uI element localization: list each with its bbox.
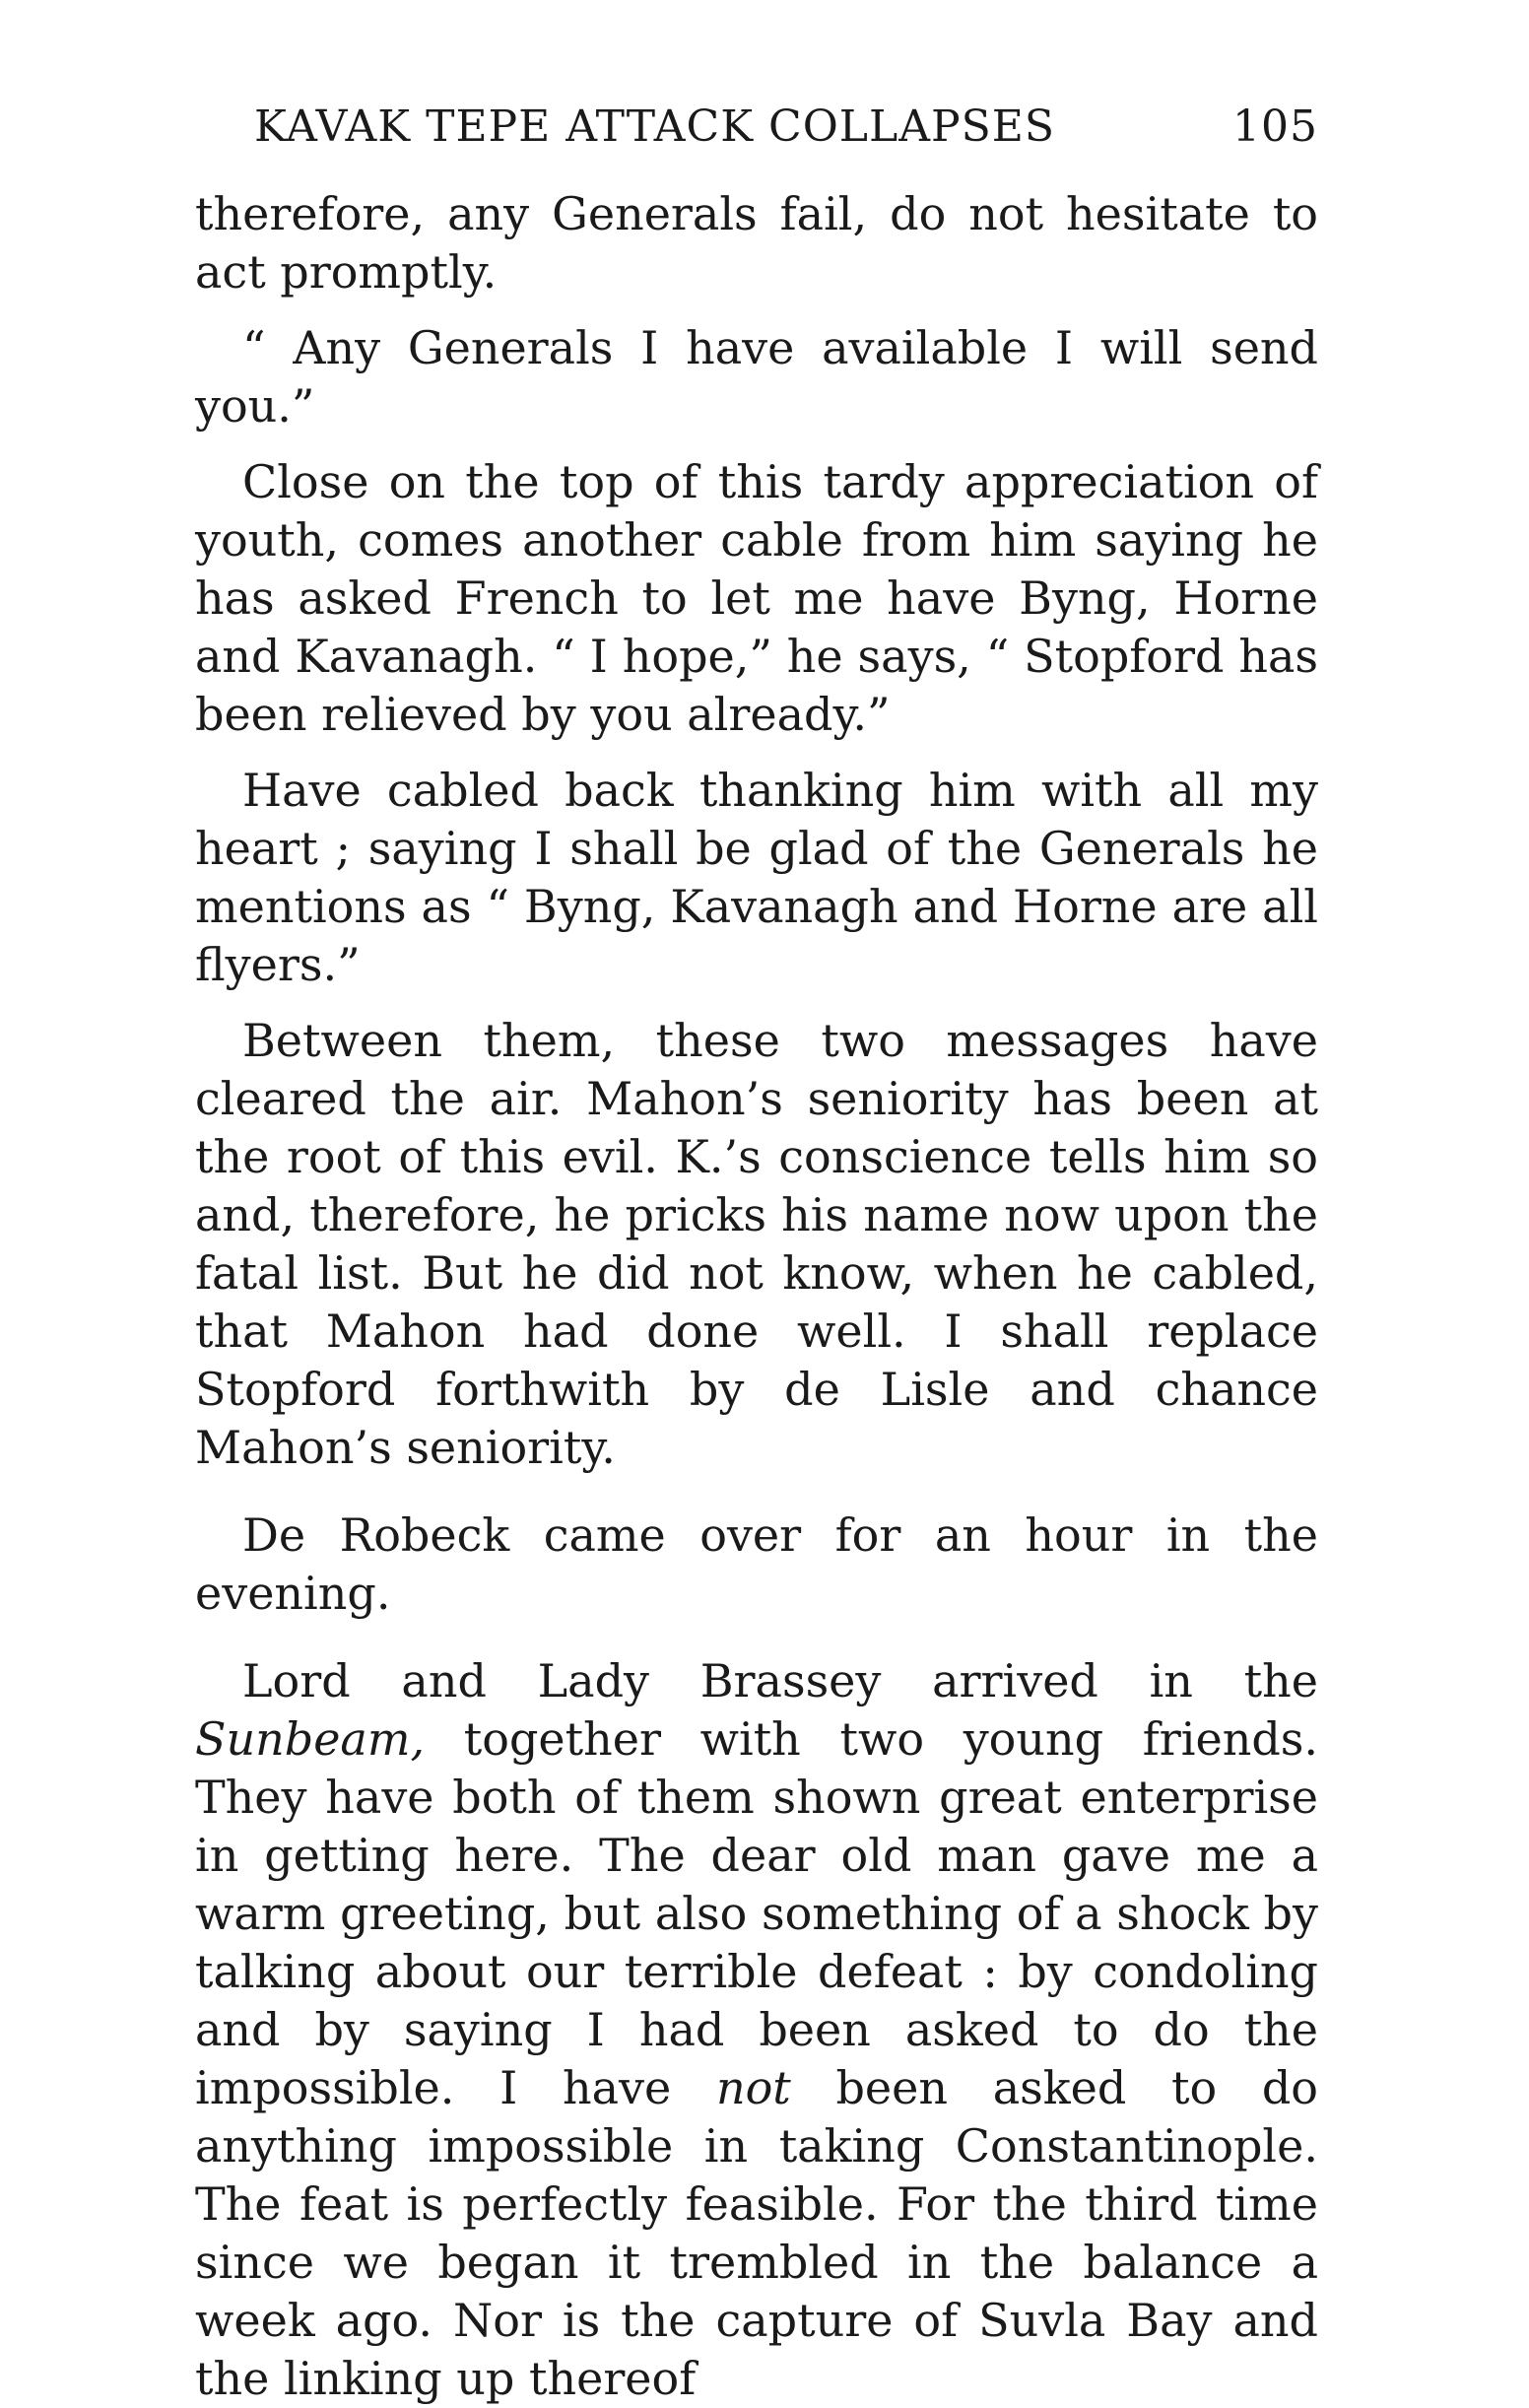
paragraph-quote: “ Any Generals I have available I will send you.” [195, 321, 1318, 433]
body-text [195, 185, 1318, 2408]
paragraph-seniority: Between them, these two messages have cleared the air. Mahon’s seniority has been at the root of this evil. K.’s conscience tells him so and, therefore, he pricks his name now upon the fatal list. But he did not know, when he cabled, that Mahon had done well. I shall replace Stopford forthwith by de Lisle and chance Mahon’s seniority. [195, 1014, 1318, 1474]
paragraph-brassey [195, 1652, 1318, 2408]
emphasis-not: not [715, 2061, 791, 2114]
paragraph-brassey-part1: Lord and Lady Brassey arrived in the [242, 1654, 1318, 1707]
paragraph-reply: Have cabled back thanking him with all my heart ; saying I shall be glad of the Generals he mentions as “ Byng, Kavanagh and Horne are all flyers.” [195, 764, 1318, 991]
paragraph-continued: therefore, any Generals fail, do not hesitate to act promptly. [195, 187, 1318, 299]
paragraph-de-robeck: De Robeck came over for an hour in the evening. [195, 1508, 1318, 1620]
page-number: 105 [1232, 101, 1318, 152]
paragraph-cable: Close on the top of this tardy appreciation of youth, comes another cable from him saying he has asked French to let me have Byng, Horne and Kavanagh. “ I hope,” he says, “ Stopford has been relieved by you already.” [195, 455, 1318, 741]
running-title: KAVAK TEPE ATTACK COLLAPSES [254, 101, 1056, 152]
running-head [254, 93, 1318, 162]
paragraph-brassey-part3: been asked to do anything impossible in taking Constantinople. The feat is perfectly feasible. For the third time since we began it trembled in the balance a week ago. Nor is the capture of Suvla Bay and the linking up thereof [195, 2061, 1318, 2405]
ship-name: Sunbeam, [195, 1712, 426, 1766]
paragraph-brassey-part2: together with two young friends. They have both of them shown great enterprise in getting here. The dear old man gave me a warm greeting, but also something of a shock by talking about our terrible defeat : by condoling and by saying I had been asked to do the impossible. I have [195, 1712, 1318, 2114]
